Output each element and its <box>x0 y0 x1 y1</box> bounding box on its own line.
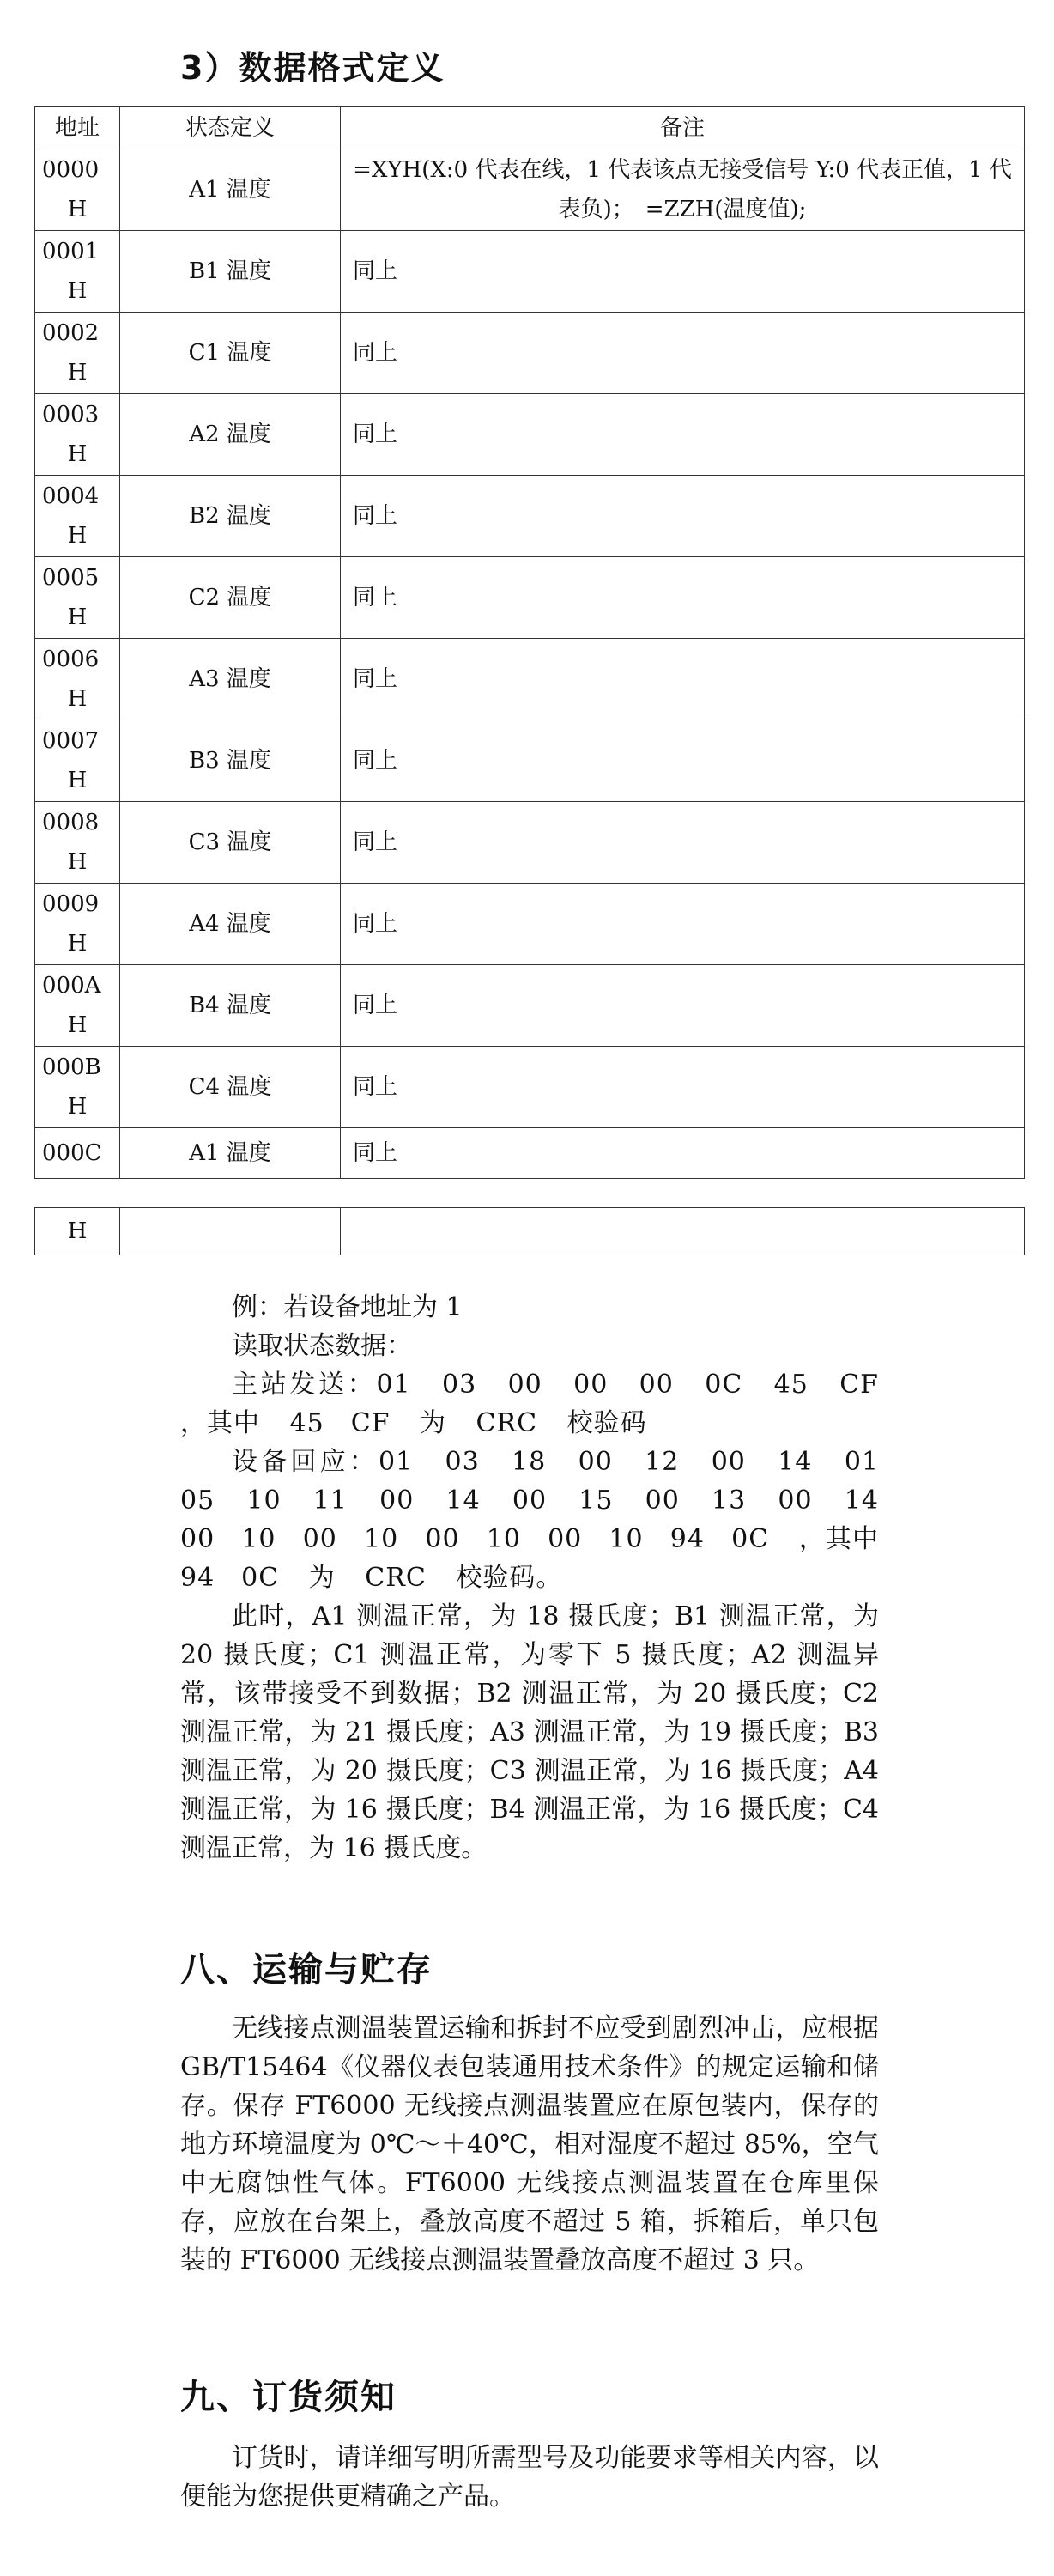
address-cell <box>35 313 120 394</box>
address-cell <box>35 884 120 965</box>
definition-cell: B2 温度 <box>120 476 341 557</box>
section8-heading: 八、运输与贮存 <box>180 1950 433 1990</box>
header-address: 地址 <box>35 107 120 149</box>
address-suffix: H <box>67 605 88 630</box>
note-cell: 同上 <box>341 394 1025 476</box>
address-suffix: H <box>67 768 88 793</box>
table-row <box>35 965 1025 1047</box>
address-suffix: H <box>67 686 88 712</box>
definition-cell: A1 温度 <box>120 149 341 231</box>
table-row <box>35 231 1025 313</box>
address-suffix: H <box>67 441 88 467</box>
section-heading: 3）数据格式定义 <box>180 49 445 87</box>
table-row <box>35 720 1025 802</box>
table-row <box>35 394 1025 476</box>
table-row <box>35 557 1025 639</box>
address-cell <box>35 965 120 1047</box>
section8-body <box>180 2009 879 2280</box>
address-cell <box>35 1128 120 1179</box>
address-cell <box>35 1047 120 1128</box>
address-code: 0000 <box>42 157 100 183</box>
address-code: 0009 <box>42 891 100 917</box>
table-row <box>35 1128 1025 1179</box>
note-cell: 同上 <box>341 720 1025 802</box>
example-line: 读取状态数据： <box>232 1331 412 1361</box>
definition-cell: A2 温度 <box>120 394 341 476</box>
data-format-table <box>34 106 1025 1179</box>
address-cell: H <box>35 1208 120 1255</box>
address-cell <box>35 231 120 313</box>
definition-cell: B3 温度 <box>120 720 341 802</box>
address-cell <box>35 639 120 720</box>
header-definition: 状态定义 <box>120 107 341 149</box>
note-cell: 同上 <box>341 802 1025 884</box>
address-cell <box>35 394 120 476</box>
address-code: 000A <box>42 973 101 999</box>
address-suffix: H <box>67 360 88 386</box>
address-suffix: H <box>67 849 88 875</box>
address-code: 000C <box>42 1140 102 1166</box>
address-suffix: H <box>67 1012 88 1038</box>
table-row <box>35 1208 1025 1255</box>
address-suffix: H <box>67 197 88 222</box>
note-cell: 同上 <box>341 1047 1025 1128</box>
example-block <box>180 1288 906 1868</box>
note-cell: 同上 <box>341 965 1025 1047</box>
definition-cell: B1 温度 <box>120 231 341 313</box>
definition-cell: B4 温度 <box>120 965 341 1047</box>
address-code: 0007 <box>42 728 100 754</box>
definition-cell: C3 温度 <box>120 802 341 884</box>
table-row <box>35 884 1025 965</box>
table-row <box>35 476 1025 557</box>
section8-text: 无线接点测温装置运输和拆封不应受到剧烈冲击，应根据 GB/T15464《仪器仪表包装通用技术条件》的规定运输和储存。保存 FT6000 无线接点测温装置应在原包装内，保存的地方环境温度为 0℃～＋40℃，相对湿度不超过 85%，空气中无腐蚀性气体。FT6000 无线接点测温装置在仓库里保存，应放在台架上，叠放高度不超过 5 箱，拆箱后，单只包装的 FT6000 无线接点测温装置叠放高度不超过 3 只。 <box>180 2014 879 2275</box>
address-cell <box>35 557 120 639</box>
note-cell: 同上 <box>341 313 1025 394</box>
address-suffix: H <box>67 278 88 304</box>
note-cell: 同上 <box>341 557 1025 639</box>
address-code: 0002 <box>42 320 100 346</box>
definition-cell: C1 温度 <box>120 313 341 394</box>
address-suffix: H <box>67 931 88 957</box>
address-code: 000B <box>42 1054 101 1080</box>
table-row <box>35 313 1025 394</box>
address-code: 0001 <box>42 239 100 264</box>
definition-cell: A1 温度 <box>120 1128 341 1179</box>
section9-body <box>180 2439 879 2516</box>
section9-text: 订货时，请详细写明所需型号及功能要求等相关内容，以便能为您提供更精确之产品。 <box>180 2443 879 2512</box>
address-cell <box>35 802 120 884</box>
note-cell: 同上 <box>341 231 1025 313</box>
header-note: 备注 <box>341 107 1025 149</box>
note-cell: 同上 <box>341 639 1025 720</box>
definition-cell: C4 温度 <box>120 1047 341 1128</box>
note-cell: 同上 <box>341 1128 1025 1179</box>
definition-cell: A4 温度 <box>120 884 341 965</box>
table-row <box>35 149 1025 231</box>
example-result-text: 此时，A1 测温正常，为 18 摄氏度；B1 测温正常，为 20 摄氏度；C1 测温正常，为零下 5 摄氏度；A2 测温异常，该带接受不到数据；B2 测温正常，为 20 摄氏度；C2 测温正常，为 21 摄氏度；A3 测温正常，为 19 摄氏度；B3 测温正常，为 20 摄氏度；C3 测温正常，为 16 摄氏度；A4 测温正常，为 16 摄氏度；B4 测温正常，为 16 摄氏度；C4 测温正常，为 16 摄氏度。 <box>180 1601 879 1863</box>
note-cell: =XYH(X:0 代表在线，1 代表该点无接受信号 Y:0 代表正值，1 代表负)； =ZZH(温度值); <box>341 149 1025 231</box>
address-suffix: H <box>67 1094 88 1120</box>
section9-heading: 九、订货须知 <box>180 2378 397 2417</box>
address-cell <box>35 720 120 802</box>
note-cell <box>341 1208 1025 1255</box>
table-row <box>35 639 1025 720</box>
master-send-text: 主站发送：01 03 00 00 00 0C 45 CF ，其中 45 CF 为 CRC 校验码 <box>180 1370 879 1438</box>
note-cell: 同上 <box>341 476 1025 557</box>
address-code: 0004 <box>42 483 100 509</box>
definition-cell: C2 温度 <box>120 557 341 639</box>
definition-cell: A3 温度 <box>120 639 341 720</box>
address-code: 0008 <box>42 810 100 835</box>
address-cell <box>35 149 120 231</box>
address-code: 0006 <box>42 647 100 672</box>
address-suffix: H <box>67 523 88 549</box>
table-row <box>35 802 1025 884</box>
address-code: 0005 <box>42 565 100 591</box>
address-code: 0003 <box>42 402 100 428</box>
example-line: 例：若设备地址为 1 <box>232 1292 463 1322</box>
definition-cell <box>120 1208 341 1255</box>
table-header-row <box>35 107 1025 149</box>
address-cell <box>35 476 120 557</box>
table-row <box>35 1047 1025 1128</box>
continuation-table <box>34 1207 1025 1255</box>
note-cell: 同上 <box>341 884 1025 965</box>
device-response-text: 设备回应：01 03 18 00 12 00 14 01 05 10 11 00 14 00 15 00 13 00 14 00 10 00 10 00 10 00 10 94 0C ，其中 94 0C 为 CRC 校验码。 <box>180 1447 906 1593</box>
